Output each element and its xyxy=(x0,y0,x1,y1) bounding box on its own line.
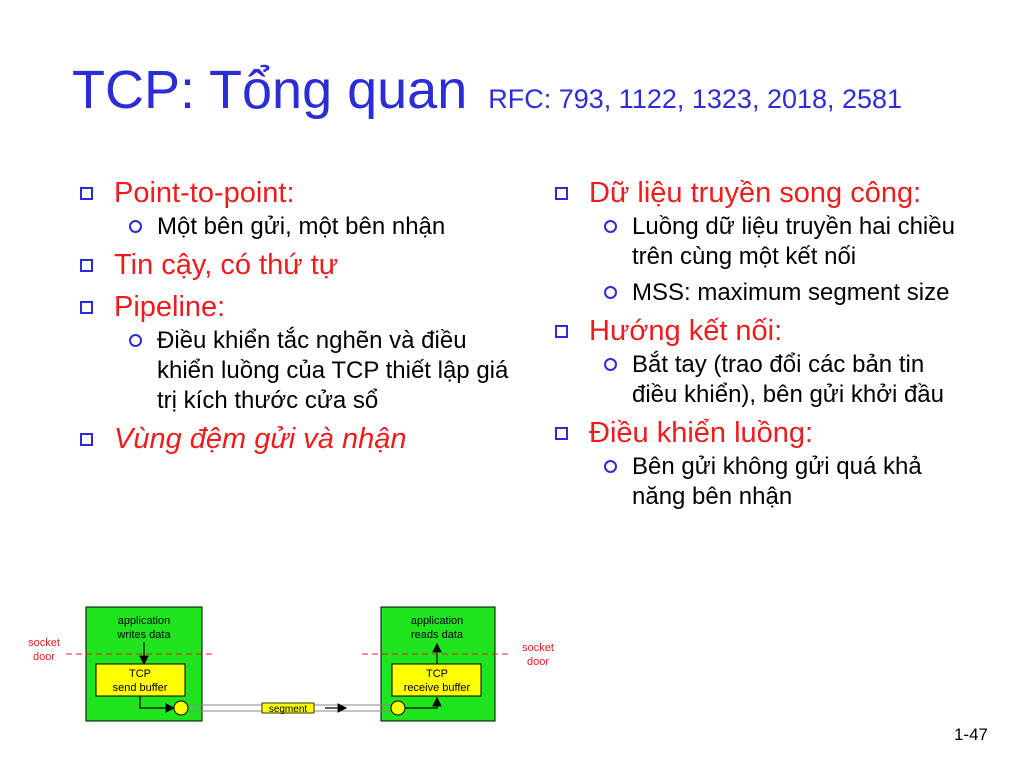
left-socket-label-1: socket xyxy=(28,637,60,649)
square-bullet-icon xyxy=(80,301,93,314)
main-bullet xyxy=(76,290,516,324)
sender-socket-circle xyxy=(174,701,188,715)
circle-bullet-icon xyxy=(604,460,617,473)
receive-buffer-label-2: receive buffer xyxy=(403,682,471,694)
main-bullet-text: Hướng kết nối: xyxy=(589,315,783,347)
main-bullet-text: Point-to-point: xyxy=(114,177,295,209)
main-bullet xyxy=(76,248,516,282)
main-bullet-text: Dữ liệu truyền song công: xyxy=(589,177,922,209)
title-main: TCP: Tổng quan xyxy=(72,60,468,120)
segment-label: segment xyxy=(268,704,308,715)
sub-bullet xyxy=(551,278,971,308)
sub-bullet xyxy=(76,326,516,416)
right-socket-label-2: door xyxy=(526,656,550,668)
main-bullet xyxy=(76,422,516,456)
send-buffer-label-1: TCP xyxy=(129,668,151,680)
sub-bullet-text: Bắt tay (trao đổi các bản tin điều khiển), bên gửi khởi đầu xyxy=(632,351,944,408)
left-socket-label-2: door xyxy=(32,651,56,663)
main-bullet-text: Vùng đệm gửi và nhận xyxy=(114,423,407,455)
square-bullet-icon xyxy=(80,259,93,272)
square-bullet-icon xyxy=(555,325,568,338)
square-bullet-icon xyxy=(80,187,93,200)
sub-bullet-text: Điều khiển tắc nghẽn và điều khiển luồng của TCP thiết lập giá trị kích thước cửa sổ xyxy=(157,327,509,414)
main-bullet-text: Tin cậy, có thứ tự xyxy=(114,249,339,281)
sub-bullet xyxy=(551,212,971,272)
receiver-socket-circle xyxy=(391,701,405,715)
circle-bullet-icon xyxy=(604,220,617,233)
receiver-app-label-2: reads data xyxy=(411,629,463,641)
circle-bullet-icon xyxy=(129,220,142,233)
main-bullet xyxy=(551,314,971,348)
receiver-app-label-1: application xyxy=(410,615,464,627)
sub-bullet-text: Bên gửi không gửi quá khả năng bên nhận xyxy=(632,453,922,510)
sub-bullet xyxy=(76,212,516,242)
sender-app-label-1: application xyxy=(117,615,171,627)
circle-bullet-icon xyxy=(604,286,617,299)
sub-bullet xyxy=(551,452,971,512)
main-bullet xyxy=(551,176,971,210)
right-bullet-column xyxy=(551,176,971,518)
right-socket-label-1: socket xyxy=(522,642,554,654)
square-bullet-icon xyxy=(80,433,93,446)
main-bullet xyxy=(551,416,971,450)
sub-bullet-text: Luồng dữ liệu truyền hai chiều trên cùng một kết nối xyxy=(632,213,955,270)
main-bullet-text: Điều khiển luồng: xyxy=(589,417,814,449)
title-rfc-refs: RFC: 793, 1122, 1323, 2018, 2581 xyxy=(488,84,903,114)
sub-bullet-text: MSS: maximum segment size xyxy=(632,279,950,306)
sub-bullet xyxy=(551,350,971,410)
receive-buffer-label-1: TCP xyxy=(426,668,448,680)
left-bullet-column xyxy=(76,176,516,464)
send-buffer-label-2: send buffer xyxy=(112,682,168,694)
sub-bullet-text: Một bên gửi, một bên nhận xyxy=(157,213,446,240)
page-number: 1-47 xyxy=(953,725,988,744)
sender-app-label-2: writes data xyxy=(117,629,171,641)
square-bullet-icon xyxy=(555,427,568,440)
circle-bullet-icon xyxy=(129,334,142,347)
main-bullet-text: Pipeline: xyxy=(114,291,226,323)
slide-title xyxy=(72,55,902,134)
circle-bullet-icon xyxy=(604,358,617,371)
square-bullet-icon xyxy=(555,187,568,200)
tcp-buffer-diagram xyxy=(0,600,600,730)
main-bullet xyxy=(76,176,516,210)
